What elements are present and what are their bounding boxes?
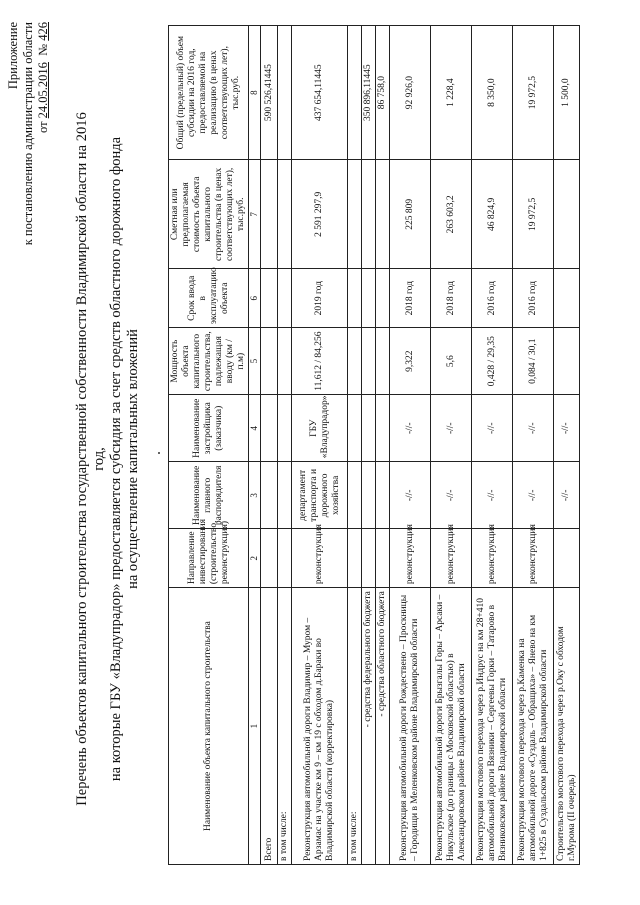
row-capacity: 0,084 / 30,1 xyxy=(513,328,554,395)
federal-label: - средства федерального бюджета xyxy=(362,588,376,865)
column-number: 2 xyxy=(249,529,261,588)
row-name: Реконструкция мостового перехода через р.Каменка на автомобильной дороге «Суздаль – Обращиха» – Янево на км 1+825 в Суздальском районе Владимирской области xyxy=(513,588,554,865)
object-capacity: 11,612 / 84,256 xyxy=(292,328,348,395)
regional-label: - средства областного бюджета xyxy=(376,588,390,865)
including-label-2: в том числе: xyxy=(348,588,362,865)
table-row xyxy=(554,26,580,865)
table-row xyxy=(390,26,431,865)
document-heading xyxy=(74,109,142,809)
row-term: 2016 год xyxy=(513,269,554,328)
object-builder: ГБУ «Владупрадор» xyxy=(292,395,348,462)
row-term: 2016 год xyxy=(472,269,513,328)
appendix-no-label: № xyxy=(36,43,50,56)
row-distributor: -//- xyxy=(431,462,472,529)
regional-row xyxy=(376,26,390,865)
row-name: Реконструкция мостового перехода через р.Индрус на км 28+410 автомобильной дороги Вязники – Сергеевы Горки – Татарово в Вязниковском районе Владимирской области xyxy=(472,588,513,865)
appendix-from-label: от xyxy=(36,121,50,133)
column-number: 8 xyxy=(249,26,261,160)
row-cost xyxy=(554,160,580,269)
object-subsidy: 437 654,11445 xyxy=(292,26,348,160)
row-distributor: -//- xyxy=(390,462,431,529)
heading-line3: на осуществление капитальных вложений xyxy=(125,329,141,589)
object-cost: 2 591 297,9 xyxy=(292,160,348,269)
dot-mark xyxy=(158,452,160,454)
row-term xyxy=(554,269,580,328)
appendix-number: 426 xyxy=(36,22,50,41)
row-builder: -//- xyxy=(431,395,472,462)
header-cell: Срок ввода в эксплуатацию объекта xyxy=(169,269,249,328)
header-cell: Мощность объекта капитального строительства, подлежащая вводу (км / п.м) xyxy=(169,328,249,395)
row-capacity: 0,428 / 29,35 xyxy=(472,328,513,395)
row-subsidy: 1 228,4 xyxy=(431,26,472,160)
table-row xyxy=(513,26,554,865)
column-number: 3 xyxy=(249,462,261,529)
row-subsidy: 8 350,0 xyxy=(472,26,513,160)
object-term: 2019 год xyxy=(292,269,348,328)
appendix-block xyxy=(6,22,51,245)
row-direction xyxy=(554,529,580,588)
row-cost: 263 603,2 xyxy=(431,160,472,269)
row-subsidy: 19 972,5 xyxy=(513,26,554,160)
appendix-line2: к постановлению администрации области xyxy=(21,22,35,246)
row-cost: 19 972,5 xyxy=(513,160,554,269)
row-distributor: -//- xyxy=(472,462,513,529)
row-cost: 46 824,9 xyxy=(472,160,513,269)
row-builder: -//- xyxy=(472,395,513,462)
column-number-row xyxy=(249,26,261,865)
row-builder: -//- xyxy=(390,395,431,462)
row-name: Реконструкция автомобильной дороги Брызгалы Горы – Арсаки – Никульское (до границы с Московской областью) в Александровском районе Владимирской области xyxy=(431,588,472,865)
table-row xyxy=(472,26,513,865)
row-capacity xyxy=(554,328,580,395)
header-cell: Сметная или предполагаемая стоимость объекта капитального строительства (в ценах соответствующих лет), тыс.руб. xyxy=(169,160,249,269)
including-row-2 xyxy=(348,26,362,865)
heading-line2: на которые ГБУ «Владупрадор» предоставляется субсидия за счет средств областного дорожного фонда xyxy=(108,136,124,782)
object-direction: реконструкция xyxy=(292,529,348,588)
row-direction: реконструкция xyxy=(390,529,431,588)
appendix-date: 24.05.2016 xyxy=(36,62,50,119)
row-builder: -//- xyxy=(513,395,554,462)
including-label: в том числе: xyxy=(278,588,292,865)
row-cost: 225 809 xyxy=(390,160,431,269)
objects-table xyxy=(168,25,580,865)
total-label: Всего xyxy=(261,588,278,865)
header-cell: Общий (предельный) объем субсидии на 2016 год, предоставляемой на реализацию (в ценах соответствующих лет), тыс.руб. xyxy=(169,26,249,160)
object-distributor: департамент транспорта и дорожного хозяйства xyxy=(292,462,348,529)
appendix-date-line xyxy=(36,22,51,245)
total-amount: 590 526,41445 xyxy=(261,26,278,160)
object-name: Реконструкция автомобильной дороги Владимир – Муром – Арзамас на участке км 9 – км 19 с обходом д.Бараки во Владимирской области (корректировка) xyxy=(292,588,348,865)
including-row xyxy=(278,26,292,865)
row-term: 2018 год xyxy=(431,269,472,328)
column-number: 7 xyxy=(249,160,261,269)
row-distributor: -//- xyxy=(554,462,580,529)
row-direction: реконструкция xyxy=(472,529,513,588)
row-term: 2018 год xyxy=(390,269,431,328)
column-number: 1 xyxy=(249,588,261,865)
federal-row xyxy=(362,26,376,865)
table-row xyxy=(431,26,472,865)
total-row xyxy=(261,26,278,865)
header-cell: Наименование застройщика (заказчика) xyxy=(169,395,249,462)
table-header-row xyxy=(169,26,249,865)
heading-line1: Перечень объектов капитального строительства государственной собственности Владимирской области на 2016 год, xyxy=(74,112,107,806)
appendix-title: Приложение xyxy=(6,22,20,90)
header-cell: Направление инвестирования (строительство, реконструкция) xyxy=(169,529,249,588)
row-builder: -//- xyxy=(554,395,580,462)
row-subsidy: 92 926,0 xyxy=(390,26,431,160)
row-name: Реконструкция автомобильной дороги Рождествено – Проскницы – Городищи в Меленковском районе Владимирской области xyxy=(390,588,431,865)
column-number: 4 xyxy=(249,395,261,462)
row-direction: реконструкция xyxy=(431,529,472,588)
regional-amount: 86 758,0 xyxy=(376,26,390,160)
main-object-row xyxy=(292,26,348,865)
row-capacity: 5,6 xyxy=(431,328,472,395)
row-name: Строительство мостового перехода через р.Оку с обходом г.Мурома (II очередь) xyxy=(554,588,580,865)
row-direction: реконструкция xyxy=(513,529,554,588)
row-distributor: -//- xyxy=(513,462,554,529)
column-number: 5 xyxy=(249,328,261,395)
federal-amount: 350 896,11445 xyxy=(362,26,376,160)
row-subsidy: 1 500,0 xyxy=(554,26,580,160)
row-capacity: 9,322 xyxy=(390,328,431,395)
header-cell: Наименование главного распорядителя xyxy=(169,462,249,529)
column-number: 6 xyxy=(249,269,261,328)
header-cell: Наименование объекта капитального строительства xyxy=(169,588,249,865)
